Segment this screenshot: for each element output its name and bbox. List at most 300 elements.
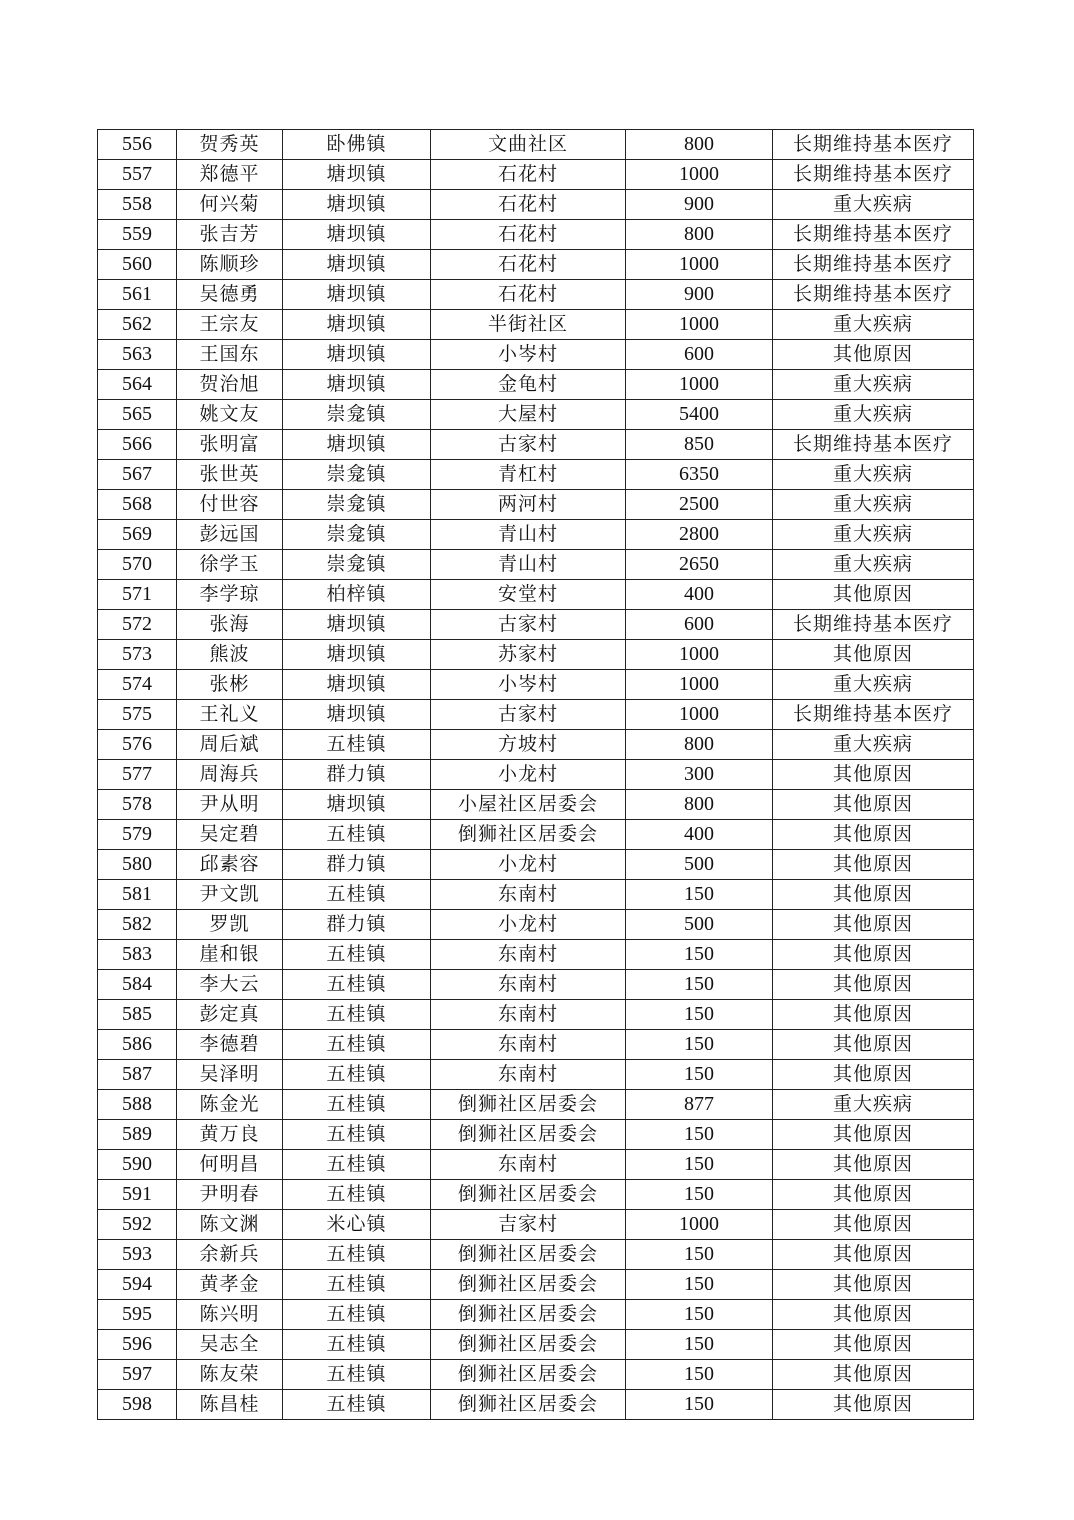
amount-cell: 150 [626,1330,773,1360]
township-cell: 五桂镇 [283,1330,431,1360]
amount-cell: 150 [626,1000,773,1030]
person-name-cell: 尹从明 [177,790,283,820]
township-cell: 卧佛镇 [283,130,431,160]
amount-cell: 5400 [626,400,773,430]
village-cell: 青杠村 [431,460,626,490]
reason-cell: 重大疾病 [773,490,974,520]
township-cell: 五桂镇 [283,1180,431,1210]
person-name-cell: 何明昌 [177,1150,283,1180]
person-name-cell: 崖和银 [177,940,283,970]
reason-cell: 其他原因 [773,1120,974,1150]
table-row [98,550,974,580]
person-name-cell: 熊波 [177,640,283,670]
village-cell: 倒狮社区居委会 [431,1120,626,1150]
row-number-cell: 564 [98,370,177,400]
person-name-cell: 李大云 [177,970,283,1000]
person-name-cell: 周海兵 [177,760,283,790]
person-name-cell: 李德碧 [177,1030,283,1060]
township-cell: 塘坝镇 [283,610,431,640]
township-cell: 塘坝镇 [283,310,431,340]
table-row [98,910,974,940]
village-cell: 金龟村 [431,370,626,400]
row-number-cell: 567 [98,460,177,490]
amount-cell: 1000 [626,1210,773,1240]
village-cell: 倒狮社区居委会 [431,1240,626,1270]
village-cell: 小龙村 [431,850,626,880]
person-name-cell: 罗凯 [177,910,283,940]
reason-cell: 其他原因 [773,910,974,940]
village-cell: 东南村 [431,880,626,910]
row-number-cell: 590 [98,1150,177,1180]
reason-cell: 其他原因 [773,1210,974,1240]
amount-cell: 150 [626,1060,773,1090]
village-cell: 倒狮社区居委会 [431,1390,626,1420]
person-name-cell: 彭定真 [177,1000,283,1030]
person-name-cell: 陈昌桂 [177,1390,283,1420]
reason-cell: 其他原因 [773,1330,974,1360]
table-row [98,1000,974,1030]
village-cell: 古家村 [431,610,626,640]
reason-cell: 长期维持基本医疗 [773,280,974,310]
row-number-cell: 563 [98,340,177,370]
township-cell: 五桂镇 [283,1060,431,1090]
amount-cell: 1000 [626,250,773,280]
row-number-cell: 594 [98,1270,177,1300]
table-row [98,1090,974,1120]
row-number-cell: 558 [98,190,177,220]
village-cell: 石花村 [431,160,626,190]
amount-cell: 150 [626,880,773,910]
township-cell: 崇龛镇 [283,460,431,490]
amount-cell: 150 [626,940,773,970]
person-name-cell: 黄孝金 [177,1270,283,1300]
table-row [98,820,974,850]
reason-cell: 重大疾病 [773,310,974,340]
row-number-cell: 573 [98,640,177,670]
row-number-cell: 571 [98,580,177,610]
amount-cell: 150 [626,970,773,1000]
reason-cell: 重大疾病 [773,1090,974,1120]
amount-cell: 877 [626,1090,773,1120]
amount-cell: 800 [626,130,773,160]
table-row [98,640,974,670]
amount-cell: 150 [626,1120,773,1150]
amount-cell: 150 [626,1180,773,1210]
township-cell: 米心镇 [283,1210,431,1240]
village-cell: 古家村 [431,430,626,460]
table-row [98,970,974,1000]
person-name-cell: 张世英 [177,460,283,490]
amount-cell: 150 [626,1030,773,1060]
township-cell: 塘坝镇 [283,340,431,370]
row-number-cell: 569 [98,520,177,550]
township-cell: 塘坝镇 [283,280,431,310]
amount-cell: 800 [626,220,773,250]
village-cell: 东南村 [431,1150,626,1180]
person-name-cell: 付世容 [177,490,283,520]
township-cell: 群力镇 [283,910,431,940]
amount-cell: 2800 [626,520,773,550]
village-cell: 两河村 [431,490,626,520]
amount-cell: 800 [626,790,773,820]
table-row [98,1180,974,1210]
table-row [98,160,974,190]
row-number-cell: 576 [98,730,177,760]
table-row [98,1210,974,1240]
township-cell: 柏梓镇 [283,580,431,610]
reason-cell: 其他原因 [773,1240,974,1270]
amount-cell: 900 [626,190,773,220]
row-number-cell: 592 [98,1210,177,1240]
reason-cell: 其他原因 [773,1000,974,1030]
person-name-cell: 陈顺珍 [177,250,283,280]
amount-cell: 500 [626,850,773,880]
person-name-cell: 郑德平 [177,160,283,190]
village-cell: 小岑村 [431,340,626,370]
reason-cell: 其他原因 [773,1060,974,1090]
person-name-cell: 王礼义 [177,700,283,730]
row-number-cell: 587 [98,1060,177,1090]
person-name-cell: 何兴菊 [177,190,283,220]
reason-cell: 长期维持基本医疗 [773,130,974,160]
row-number-cell: 579 [98,820,177,850]
township-cell: 塘坝镇 [283,220,431,250]
reason-cell: 其他原因 [773,1360,974,1390]
reason-cell: 其他原因 [773,760,974,790]
village-cell: 东南村 [431,970,626,1000]
township-cell: 五桂镇 [283,1300,431,1330]
reason-cell: 其他原因 [773,940,974,970]
row-number-cell: 581 [98,880,177,910]
township-cell: 五桂镇 [283,820,431,850]
village-cell: 青山村 [431,550,626,580]
table-row [98,310,974,340]
person-name-cell: 余新兵 [177,1240,283,1270]
row-number-cell: 557 [98,160,177,190]
reason-cell: 其他原因 [773,1150,974,1180]
amount-cell: 150 [626,1150,773,1180]
amount-cell: 300 [626,760,773,790]
table-row [98,700,974,730]
reason-cell: 其他原因 [773,970,974,1000]
table-row [98,880,974,910]
reason-cell: 重大疾病 [773,550,974,580]
reason-cell: 长期维持基本医疗 [773,610,974,640]
table-row [98,490,974,520]
table-row [98,1240,974,1270]
amount-cell: 150 [626,1270,773,1300]
table-row [98,460,974,490]
table-row [98,1300,974,1330]
reason-cell: 其他原因 [773,340,974,370]
village-cell: 石花村 [431,250,626,280]
township-cell: 塘坝镇 [283,160,431,190]
row-number-cell: 574 [98,670,177,700]
person-name-cell: 张明富 [177,430,283,460]
amount-cell: 900 [626,280,773,310]
reason-cell: 其他原因 [773,1300,974,1330]
person-name-cell: 吴志全 [177,1330,283,1360]
reason-cell: 其他原因 [773,1270,974,1300]
village-cell: 古家村 [431,700,626,730]
township-cell: 五桂镇 [283,1150,431,1180]
reason-cell: 重大疾病 [773,400,974,430]
person-name-cell: 陈金光 [177,1090,283,1120]
township-cell: 五桂镇 [283,1090,431,1120]
table-row [98,1150,974,1180]
row-number-cell: 589 [98,1120,177,1150]
row-number-cell: 572 [98,610,177,640]
table-row [98,190,974,220]
person-name-cell: 黄万良 [177,1120,283,1150]
table-row [98,1390,974,1420]
person-name-cell: 彭远国 [177,520,283,550]
township-cell: 五桂镇 [283,1390,431,1420]
village-cell: 倒狮社区居委会 [431,1300,626,1330]
row-number-cell: 561 [98,280,177,310]
reason-cell: 重大疾病 [773,520,974,550]
table-row [98,370,974,400]
township-cell: 五桂镇 [283,1270,431,1300]
table-row [98,1330,974,1360]
person-name-cell: 张吉芳 [177,220,283,250]
township-cell: 群力镇 [283,850,431,880]
reason-cell: 其他原因 [773,1180,974,1210]
person-name-cell: 吴泽明 [177,1060,283,1090]
village-cell: 倒狮社区居委会 [431,1270,626,1300]
row-number-cell: 566 [98,430,177,460]
village-cell: 小岑村 [431,670,626,700]
row-number-cell: 593 [98,1240,177,1270]
township-cell: 塘坝镇 [283,700,431,730]
person-name-cell: 尹明春 [177,1180,283,1210]
table-body [98,130,974,1420]
amount-cell: 1000 [626,640,773,670]
table-row [98,670,974,700]
table-row [98,400,974,430]
village-cell: 半街社区 [431,310,626,340]
reason-cell: 其他原因 [773,1390,974,1420]
township-cell: 崇龛镇 [283,550,431,580]
amount-cell: 1000 [626,370,773,400]
person-name-cell: 陈文渊 [177,1210,283,1240]
amount-cell: 1000 [626,160,773,190]
table-row [98,1060,974,1090]
village-cell: 石花村 [431,220,626,250]
table-row [98,520,974,550]
township-cell: 五桂镇 [283,970,431,1000]
amount-cell: 1000 [626,700,773,730]
table-row [98,610,974,640]
amount-cell: 600 [626,610,773,640]
amount-cell: 150 [626,1360,773,1390]
table-row [98,340,974,370]
township-cell: 五桂镇 [283,940,431,970]
table-row [98,280,974,310]
reason-cell: 长期维持基本医疗 [773,700,974,730]
township-cell: 五桂镇 [283,1360,431,1390]
township-cell: 崇龛镇 [283,520,431,550]
table-row [98,1120,974,1150]
amount-cell: 400 [626,820,773,850]
reason-cell: 重大疾病 [773,670,974,700]
row-number-cell: 580 [98,850,177,880]
row-number-cell: 565 [98,400,177,430]
row-number-cell: 560 [98,250,177,280]
village-cell: 石花村 [431,190,626,220]
reason-cell: 重大疾病 [773,730,974,760]
reason-cell: 其他原因 [773,790,974,820]
village-cell: 苏家村 [431,640,626,670]
amount-cell: 800 [626,730,773,760]
village-cell: 倒狮社区居委会 [431,1090,626,1120]
amount-cell: 150 [626,1300,773,1330]
row-number-cell: 570 [98,550,177,580]
relief-roster-table [97,129,974,1420]
township-cell: 五桂镇 [283,1000,431,1030]
row-number-cell: 559 [98,220,177,250]
village-cell: 青山村 [431,520,626,550]
person-name-cell: 张海 [177,610,283,640]
row-number-cell: 585 [98,1000,177,1030]
row-number-cell: 562 [98,310,177,340]
reason-cell: 长期维持基本医疗 [773,160,974,190]
person-name-cell: 王国东 [177,340,283,370]
reason-cell: 其他原因 [773,1030,974,1060]
reason-cell: 其他原因 [773,580,974,610]
table-row [98,760,974,790]
village-cell: 小龙村 [431,910,626,940]
table-row [98,220,974,250]
row-number-cell: 583 [98,940,177,970]
amount-cell: 400 [626,580,773,610]
village-cell: 大屋村 [431,400,626,430]
reason-cell: 长期维持基本医疗 [773,250,974,280]
row-number-cell: 556 [98,130,177,160]
amount-cell: 1000 [626,310,773,340]
township-cell: 崇龛镇 [283,490,431,520]
township-cell: 塘坝镇 [283,430,431,460]
row-number-cell: 582 [98,910,177,940]
village-cell: 东南村 [431,940,626,970]
amount-cell: 150 [626,1390,773,1420]
row-number-cell: 568 [98,490,177,520]
row-number-cell: 586 [98,1030,177,1060]
person-name-cell: 姚文友 [177,400,283,430]
table-row [98,850,974,880]
township-cell: 五桂镇 [283,1030,431,1060]
person-name-cell: 邱素容 [177,850,283,880]
row-number-cell: 575 [98,700,177,730]
row-number-cell: 577 [98,760,177,790]
row-number-cell: 596 [98,1330,177,1360]
person-name-cell: 吴德勇 [177,280,283,310]
township-cell: 塘坝镇 [283,370,431,400]
village-cell: 东南村 [431,1000,626,1030]
row-number-cell: 595 [98,1300,177,1330]
township-cell: 五桂镇 [283,880,431,910]
person-name-cell: 尹文凯 [177,880,283,910]
village-cell: 方坡村 [431,730,626,760]
amount-cell: 6350 [626,460,773,490]
reason-cell: 重大疾病 [773,370,974,400]
row-number-cell: 597 [98,1360,177,1390]
person-name-cell: 周后斌 [177,730,283,760]
township-cell: 五桂镇 [283,1240,431,1270]
reason-cell: 长期维持基本医疗 [773,430,974,460]
reason-cell: 重大疾病 [773,460,974,490]
table-row [98,1270,974,1300]
village-cell: 倒狮社区居委会 [431,1180,626,1210]
person-name-cell: 张彬 [177,670,283,700]
township-cell: 塘坝镇 [283,190,431,220]
amount-cell: 500 [626,910,773,940]
person-name-cell: 陈友荣 [177,1360,283,1390]
village-cell: 吉家村 [431,1210,626,1240]
amount-cell: 2500 [626,490,773,520]
village-cell: 小龙村 [431,760,626,790]
village-cell: 东南村 [431,1060,626,1090]
township-cell: 塘坝镇 [283,790,431,820]
village-cell: 倒狮社区居委会 [431,820,626,850]
village-cell: 倒狮社区居委会 [431,1330,626,1360]
row-number-cell: 591 [98,1180,177,1210]
reason-cell: 重大疾病 [773,190,974,220]
village-cell: 石花村 [431,280,626,310]
reason-cell: 其他原因 [773,850,974,880]
reason-cell: 其他原因 [773,880,974,910]
row-number-cell: 598 [98,1390,177,1420]
table-row [98,1360,974,1390]
row-number-cell: 588 [98,1090,177,1120]
township-cell: 塘坝镇 [283,640,431,670]
amount-cell: 850 [626,430,773,460]
reason-cell: 长期维持基本医疗 [773,220,974,250]
village-cell: 安堂村 [431,580,626,610]
table-row [98,250,974,280]
table-row [98,430,974,460]
reason-cell: 其他原因 [773,820,974,850]
village-cell: 东南村 [431,1030,626,1060]
person-name-cell: 吴定碧 [177,820,283,850]
person-name-cell: 李学琼 [177,580,283,610]
village-cell: 小屋社区居委会 [431,790,626,820]
reason-cell: 其他原因 [773,640,974,670]
amount-cell: 1000 [626,670,773,700]
township-cell: 崇龛镇 [283,400,431,430]
person-name-cell: 徐学玉 [177,550,283,580]
table-row [98,130,974,160]
village-cell: 倒狮社区居委会 [431,1360,626,1390]
person-name-cell: 王宗友 [177,310,283,340]
township-cell: 塘坝镇 [283,250,431,280]
person-name-cell: 贺秀英 [177,130,283,160]
amount-cell: 2650 [626,550,773,580]
row-number-cell: 578 [98,790,177,820]
table-row [98,1030,974,1060]
table-row [98,730,974,760]
row-number-cell: 584 [98,970,177,1000]
amount-cell: 150 [626,1240,773,1270]
township-cell: 群力镇 [283,760,431,790]
table-row [98,580,974,610]
township-cell: 五桂镇 [283,1120,431,1150]
table-row [98,940,974,970]
person-name-cell: 贺治旭 [177,370,283,400]
amount-cell: 600 [626,340,773,370]
township-cell: 五桂镇 [283,730,431,760]
table-row [98,790,974,820]
